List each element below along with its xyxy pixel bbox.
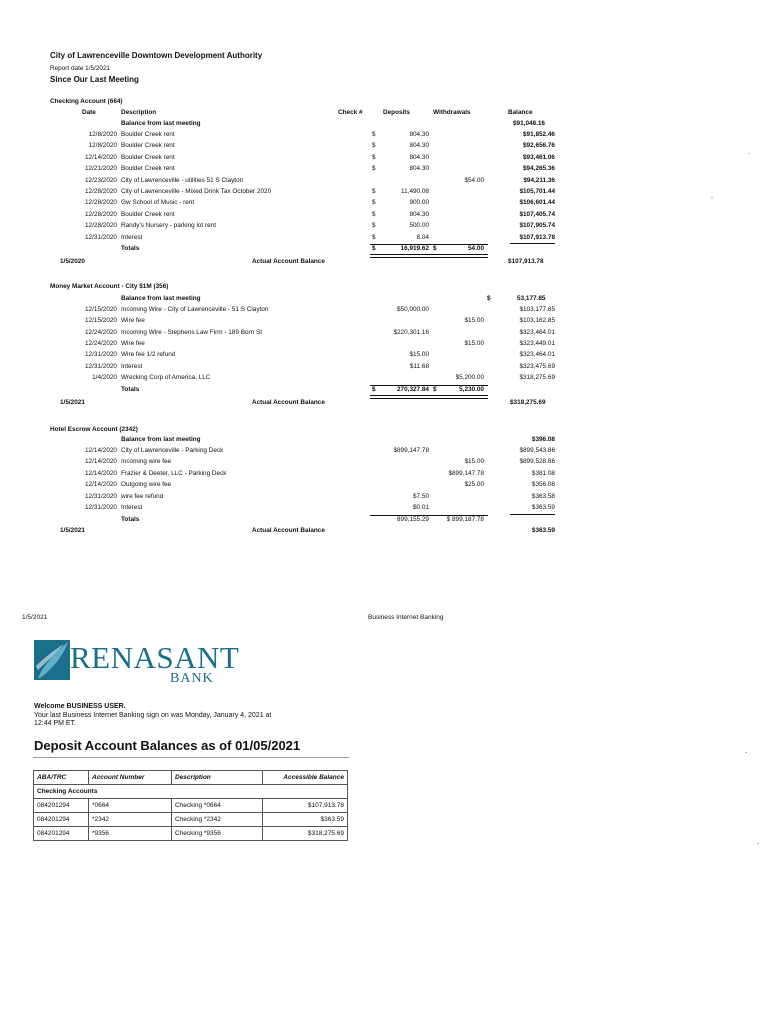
row-date: 12/14/2020 <box>85 481 117 489</box>
row-date: 12/14/2020 <box>85 469 117 477</box>
row-description: Boulder Creek rent <box>121 210 175 218</box>
scan-speck <box>711 197 713 198</box>
print-date: 1/5/2021 <box>22 614 48 621</box>
row-withdrawal: $54.00 <box>464 176 484 184</box>
row-deposit: 804.30 <box>409 142 429 150</box>
checking-totals-dep-sign: $ <box>372 245 376 252</box>
row-description: Incoming Wire - Stephens Law Firm - 189 Born St <box>121 328 263 336</box>
mm-title: Money Market Account - City $1M (356) <box>50 283 169 290</box>
checking-opening-label: Balance from last meeting <box>121 120 201 127</box>
row-date: 12/31/2020 <box>85 351 117 359</box>
account-aba: 084201294 <box>34 813 89 827</box>
col-check: Check # <box>338 109 363 116</box>
logo-name: RENASANT <box>70 640 240 675</box>
checking-opening-balance: $91,048.16 <box>513 120 545 127</box>
row-date: 12/24/2020 <box>85 328 117 336</box>
row-withdrawal: $5,200.00 <box>455 373 484 381</box>
row-deposit-sign: $ <box>372 199 376 207</box>
th-description: Description <box>172 771 263 785</box>
scan-speck <box>745 752 747 753</box>
row-date: 12/14/2020 <box>85 447 117 454</box>
row-balance: $323,464.01 <box>519 351 555 359</box>
row-date: 12/15/2020 <box>85 306 117 313</box>
row-withdrawal: $15.00 <box>464 339 484 347</box>
hotel-opening-label: Balance from last meeting <box>121 436 201 443</box>
row-balance: $92,656.76 <box>523 142 555 150</box>
account-row <box>34 799 348 813</box>
renasant-logo <box>34 640 70 685</box>
row-deposit: 11,490.08 <box>401 188 429 195</box>
row-description: Outgoing wire fee <box>121 481 172 489</box>
row-deposit: 804.30 <box>409 165 429 173</box>
row-deposit-sign: $ <box>372 165 376 173</box>
row-withdrawal: $899,147.78 <box>448 469 484 477</box>
th-accessible-balance: Accessible Balance <box>263 771 348 785</box>
hotel-final-date: 1/5/2021 <box>60 527 85 534</box>
row-date: 12/14/2020 <box>85 153 117 161</box>
row-date: 12/21/2020 <box>85 165 117 173</box>
row-deposit: 804.30 <box>409 131 429 138</box>
col-date: Date <box>82 109 96 116</box>
checking-totals-wd-sign: $ <box>433 245 437 252</box>
row-description: Incoming Wire - City of Lawrenceville - 51 S Clayton <box>121 306 269 313</box>
account-number: *2342 <box>89 813 172 827</box>
row-date: 12/31/2020 <box>85 492 117 500</box>
row-description: City of Lawrenceville - utilities 51 S Clayton <box>121 176 244 184</box>
mm-totals-withdrawals: 5,230.00 <box>459 386 484 393</box>
row-description: Wrecking Corp of America, LLC <box>121 373 211 381</box>
account-description: Checking *0664 <box>172 799 263 813</box>
account-balance: $318,275.69 <box>263 827 348 841</box>
row-date: 12/31/2020 <box>85 504 117 511</box>
row-balance: $323,464.01 <box>519 328 555 336</box>
row-balance: $107,905.74 <box>519 222 555 230</box>
row-description: City of Lawrenceville - Mixed Drink Tax October 2020 <box>121 188 272 195</box>
scan-speck <box>757 843 759 844</box>
row-deposit: $11.68 <box>409 362 429 370</box>
account-row <box>34 827 348 841</box>
row-balance: $356.08 <box>531 481 555 489</box>
row-deposit: $0.01 <box>413 504 429 511</box>
mm-opening-sign: $ <box>487 295 491 302</box>
renasant-leaf-icon <box>34 640 70 680</box>
row-description: Incoming wire fee <box>121 458 172 466</box>
checking-final-date: 1/5/2020 <box>60 258 85 265</box>
row-deposit: 900.00 <box>409 199 429 207</box>
hotel-actual-balance: $363.59 <box>531 527 555 534</box>
row-deposit-sign: $ <box>372 233 376 241</box>
row-balance: $103,177.85 <box>519 306 555 313</box>
mm-totals-wd-sign: $ <box>433 386 437 393</box>
accounts-table <box>33 770 348 841</box>
col-balance: Balance <box>508 109 533 116</box>
row-date: 12/31/2020 <box>85 233 117 241</box>
mm-final-date: 1/5/2021 <box>60 399 85 406</box>
mm-actual-balance: $318,275.69 <box>510 399 546 406</box>
account-number: *0664 <box>89 799 172 813</box>
row-deposit: 500.00 <box>409 222 429 230</box>
row-date: 12/31/2020 <box>85 362 117 370</box>
welcome-text: Welcome BUSINESS USER. <box>34 703 126 710</box>
account-description: Checking *9356 <box>172 827 263 841</box>
report-date: Report date 1/5/2021 <box>50 65 111 72</box>
row-deposit-sign: $ <box>372 222 376 230</box>
checking-totals-label: Totals <box>121 245 140 252</box>
row-description: Boulder Creek rent <box>121 131 175 138</box>
row-balance: $107,405.74 <box>519 210 555 218</box>
checking-actual-label: Actual Account Balance <box>252 258 325 265</box>
row-description: Randy's Nursery - parking lot rent <box>121 222 216 230</box>
balances-title: Deposit Account Balances as of 01/05/2021 <box>34 738 301 753</box>
mm-opening-balance: 53,177.85 <box>517 295 546 302</box>
row-balance: $91,852.46 <box>523 131 555 138</box>
row-deposit-sign: $ <box>372 188 376 195</box>
hotel-actual-label: Actual Account Balance <box>252 527 325 534</box>
scan-speck <box>748 153 750 154</box>
row-balance: $94,211.36 <box>523 176 555 184</box>
row-date: 12/28/2020 <box>85 188 117 195</box>
mm-totals-deposits: 270,327.84 <box>397 386 429 393</box>
row-date: 12/24/2020 <box>85 339 117 347</box>
last-signon-line1: Your last Business Internet Banking sign on was Monday, January 4, 2021 at <box>34 712 272 719</box>
row-date: 1/4/2020 <box>92 373 117 381</box>
row-date: 12/15/2020 <box>85 317 117 325</box>
account-balance: $107,913.78 <box>263 799 348 813</box>
mm-totals-dep-sign: $ <box>372 386 376 393</box>
account-number: *9356 <box>89 827 172 841</box>
row-balance: $381.08 <box>531 469 555 477</box>
th-aba: ABA/TRC <box>34 771 89 785</box>
col-deposits: Deposits <box>383 109 410 116</box>
row-balance: $94,265.36 <box>523 165 555 173</box>
account-balance: $363.59 <box>263 813 348 827</box>
row-description: Boulder Creek rent <box>121 165 175 173</box>
row-deposit: $899,147.78 <box>393 447 429 454</box>
row-balance: $103,162.85 <box>519 317 555 325</box>
row-deposit: $220,301.16 <box>393 328 429 336</box>
logo-sub: BANK <box>170 671 214 686</box>
hotel-totals-label: Totals <box>121 516 140 523</box>
row-balance: $323,475.69 <box>519 362 555 370</box>
checking-totals-deposits: 16,919.62 <box>400 245 429 252</box>
row-description: Boulder Creek rent <box>121 153 175 161</box>
row-balance: $107,913.78 <box>519 233 555 241</box>
org-title: City of Lawrenceville Downtown Development Authority <box>50 51 263 60</box>
hotel-totals-withdrawals: $ 899,187.78 <box>446 516 484 523</box>
last-signon-line2: 12:44 PM ET. <box>34 720 77 727</box>
row-description: wire fee refund <box>121 492 164 500</box>
print-header: Business Internet Banking <box>368 614 444 621</box>
hotel-title: Hotel Escrow Account (2342) <box>50 426 138 433</box>
mm-actual-label: Actual Account Balance <box>252 399 325 406</box>
row-balance: $899,528.86 <box>519 458 555 466</box>
row-balance: $106,601.44 <box>519 199 555 207</box>
account-aba: 084201294 <box>34 827 89 841</box>
row-deposit-sign: $ <box>372 131 376 138</box>
row-deposit: $50,000.00 <box>397 306 429 313</box>
row-deposit: 804.30 <box>409 210 429 218</box>
row-description: Interest <box>121 504 143 511</box>
row-date: 12/28/2020 <box>85 210 117 218</box>
row-deposit-sign: $ <box>372 210 376 218</box>
row-date: 12/8/2020 <box>88 131 117 138</box>
th-account-number: Account Number <box>89 771 172 785</box>
row-description: Gw School of Music - rent <box>121 199 195 207</box>
row-date: 12/28/2020 <box>85 222 117 230</box>
account-description: Checking *2342 <box>172 813 263 827</box>
row-withdrawal: $15.00 <box>464 317 484 325</box>
account-aba: 084201294 <box>34 799 89 813</box>
checking-actual-balance: $107,913.78 <box>508 258 544 265</box>
row-withdrawal: $25.00 <box>464 481 484 489</box>
row-deposit: $15.00 <box>409 351 429 359</box>
checking-title: Checking Account (664) <box>50 98 123 105</box>
row-date: 12/14/2020 <box>85 458 117 466</box>
account-row <box>34 813 348 827</box>
row-deposit-sign: $ <box>372 142 376 150</box>
hotel-totals-deposits: 899,155.29 <box>397 516 429 523</box>
row-balance: $363.59 <box>531 504 555 511</box>
group-label: Checking Accounts <box>34 785 348 799</box>
mm-totals-label: Totals <box>121 386 140 393</box>
row-balance: $899,543.86 <box>519 447 555 454</box>
row-balance: $318,275.69 <box>519 373 555 381</box>
row-description: Wire fee <box>121 317 145 325</box>
row-description: Interest <box>121 362 143 370</box>
row-date: 12/23/2020 <box>85 176 117 184</box>
hotel-opening-balance: $396.08 <box>531 436 555 443</box>
row-description: Frazier & Deeter, LLC - Parking Deck <box>121 469 227 477</box>
row-date: 12/28/2020 <box>85 199 117 207</box>
row-balance: $323,449.01 <box>519 339 555 347</box>
row-balance: $363.58 <box>531 492 555 500</box>
mm-opening-label: Balance from last meeting <box>121 295 201 302</box>
row-withdrawal: $15.00 <box>464 458 484 466</box>
row-balance: $93,461.06 <box>523 153 555 161</box>
row-deposit: 804.30 <box>409 153 429 161</box>
row-description: Boulder Creek rent <box>121 142 175 150</box>
row-description: Wire fee 1/2 refund <box>121 351 176 359</box>
row-balance: $105,701.44 <box>519 188 555 195</box>
row-date: 12/8/2020 <box>88 142 117 150</box>
row-deposit-sign: $ <box>372 153 376 161</box>
since-last-meeting: Since Our Last Meeting <box>50 75 139 84</box>
row-deposit: $7.50 <box>413 492 429 500</box>
row-description: Wire fee <box>121 339 145 347</box>
row-description: Interest <box>121 233 143 241</box>
checking-totals-withdrawals: 54.00 <box>468 245 484 252</box>
col-withdrawals: Withdrawals <box>433 109 471 116</box>
col-description: Description <box>121 109 157 116</box>
row-deposit: 8.04 <box>416 233 429 241</box>
row-description: City of Lawrenceville - Parking Deck <box>121 447 224 454</box>
